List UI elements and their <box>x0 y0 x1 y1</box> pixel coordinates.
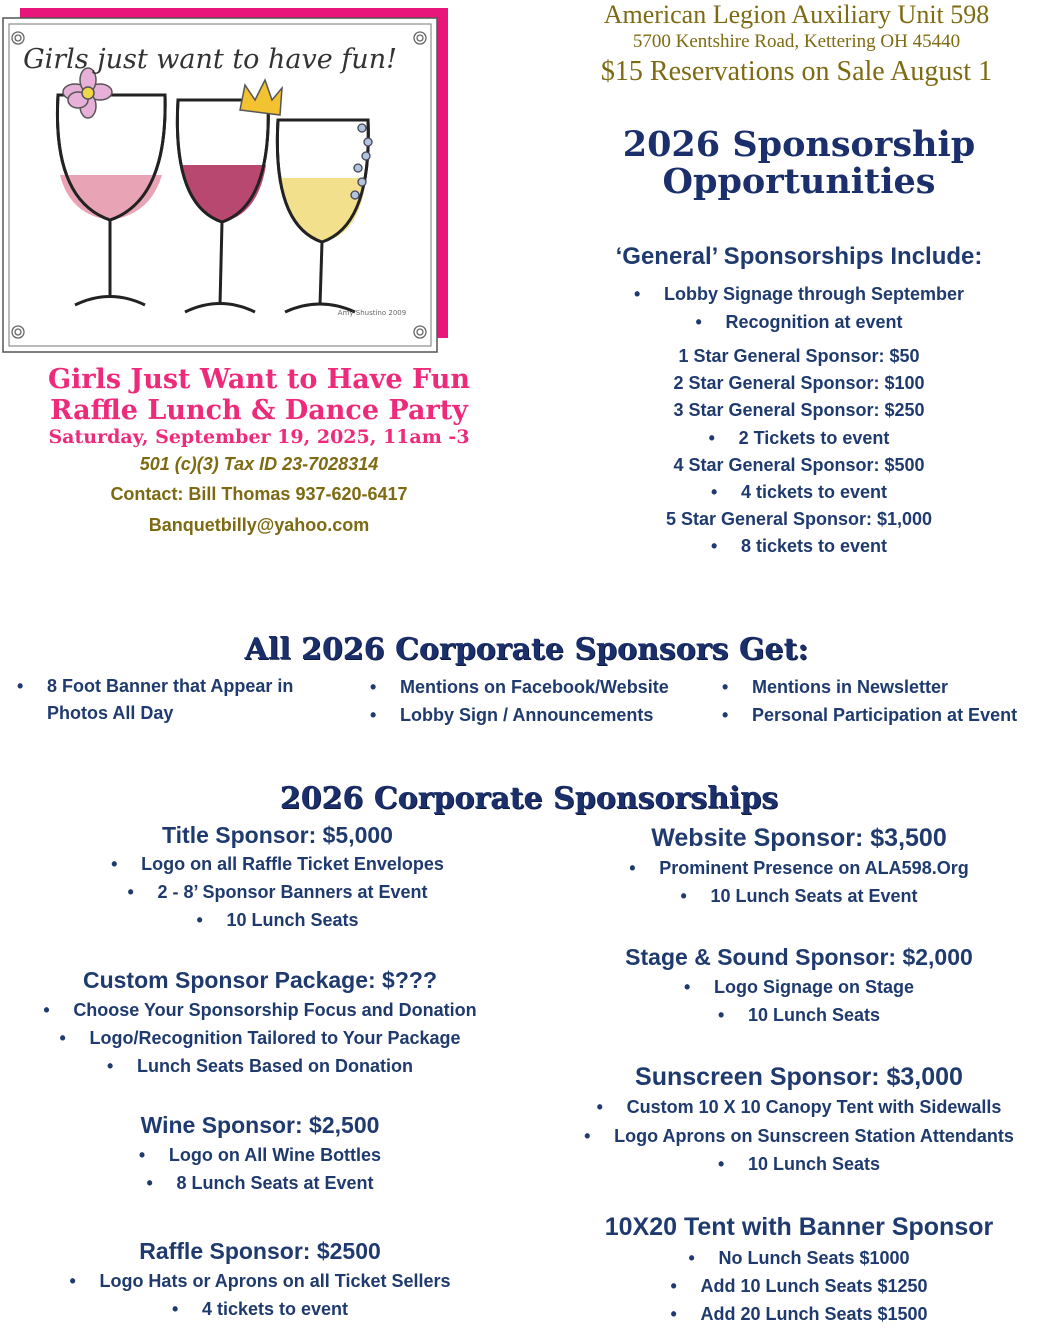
general-heading: ‘General’ Sponsorships Include: <box>615 243 983 270</box>
custom-sponsor-item: Lunch Seats Based on Donation <box>136 1056 414 1076</box>
sponsorship-title-line1: 2026 Sponsorship <box>622 124 976 165</box>
tent-sponsor-item: No Lunch Seats $1000 <box>718 1248 910 1268</box>
corporate-get-item: • Personal Participation at Event <box>752 701 1052 729</box>
event-title-line2: Raffle Lunch & Dance Party <box>50 395 468 426</box>
corporate-get-item: • 8 Foot Banner that Appear in Photos All Day <box>47 673 337 727</box>
org-name: American Legion Auxiliary Unit 598 <box>603 0 990 29</box>
title-sponsor-item: 2 - 8’ Sponsor Banners at Event <box>157 882 428 902</box>
title-sponsor-item: 10 Lunch Seats <box>226 910 359 930</box>
tier-3-perk: 2 Tickets to event <box>738 427 890 448</box>
corporate-get-item: • Mentions on Facebook/Website <box>400 673 710 701</box>
tier-5-label: 5 Star General Sponsor: $1,000 <box>665 509 933 530</box>
website-sponsor-item: Prominent Presence on ALA598.Org <box>659 858 969 878</box>
stage-sponsor-heading: Stage & Sound Sponsor: $2,000 <box>625 944 973 970</box>
sunscreen-sponsor-item: 10 Lunch Seats <box>747 1154 881 1174</box>
event-date: Saturday, September 19, 2025, 11am -3 <box>48 426 470 448</box>
corporate-get-title: All 2026 Corporate Sponsors Get: <box>244 632 809 667</box>
title-sponsor-item: Logo on all Raffle Ticket Envelopes <box>141 854 444 874</box>
tier-1-label: 1 Star General Sponsor: $50 <box>678 346 920 366</box>
wine-sponsor-heading: Wine Sponsor: $2,500 <box>140 1112 380 1138</box>
wine-sponsor-item: 8 Lunch Seats at Event <box>176 1173 374 1193</box>
tax-id: 501 (c)(3) Tax ID 23-7028314 <box>139 454 379 474</box>
tier-2-label: 2 Star General Sponsor: $100 <box>673 373 925 394</box>
tier-4-perk: 4 tickets to event <box>740 482 888 503</box>
general-item: Recognition at event <box>725 312 903 332</box>
sunscreen-sponsor-item: Logo Aprons on Sunscreen Station Attendants <box>614 1125 1014 1146</box>
card-illustration <box>0 0 452 358</box>
contact: Contact: Bill Thomas 937-620-6417 <box>110 484 408 504</box>
org-address: 5700 Kentshire Road, Kettering OH 45440 <box>632 31 961 52</box>
website-sponsor-heading: Website Sponsor: $3,500 <box>651 824 947 852</box>
reservations-note: $15 Reservations on Sale August 1 <box>600 56 993 87</box>
title-sponsor-heading: Title Sponsor: $5,000 <box>162 822 393 848</box>
sunscreen-sponsor-item: Custom 10 X 10 Canopy Tent with Sidewalls <box>626 1097 1002 1117</box>
tent-sponsor-item: Add 20 Lunch Seats $1500 <box>700 1304 928 1324</box>
tent-sponsor-item: Add 10 Lunch Seats $1250 <box>700 1276 928 1296</box>
custom-sponsor-item: Choose Your Sponsorship Focus and Donation <box>73 1000 477 1020</box>
stage-sponsor-item: 10 Lunch Seats <box>747 1005 881 1025</box>
raffle-sponsor-item: 4 tickets to event <box>201 1299 349 1319</box>
tent-sponsor-heading: 10X20 Tent with Banner Sponsor <box>604 1213 994 1241</box>
tier-5-perk: 8 tickets to event <box>740 536 888 557</box>
wine-sponsor-item: Logo on All Wine Bottles <box>168 1145 382 1165</box>
artist-signature: Amy Shustino 2009 <box>337 309 407 317</box>
custom-sponsor-heading: Custom Sponsor Package: $??? <box>82 967 437 993</box>
stage-sponsor-item: Logo Signage on Stage <box>713 977 914 997</box>
event-title-line1: Girls Just Want to Have Fun <box>48 364 470 395</box>
website-sponsor-item: 10 Lunch Seats at Event <box>710 886 918 906</box>
corporate-get-item: • Mentions in Newsletter <box>752 673 1052 701</box>
sunscreen-sponsor-heading: Sunscreen Sponsor: $3,000 <box>635 1063 963 1091</box>
corporate-title: 2026 Corporate Sponsorships <box>279 781 779 816</box>
contact-email[interactable]: Banquetbilly@yahoo.com <box>148 515 370 535</box>
sponsorship-title-line2: Opportunities <box>662 161 936 202</box>
card-script-text: Girls just want to have fun! <box>23 44 397 75</box>
tier-3-label: 3 Star General Sponsor: $250 <box>673 400 925 421</box>
corporate-get-item: • Lobby Sign / Announcements <box>400 701 710 729</box>
general-item: Lobby Signage through September <box>663 284 964 304</box>
custom-sponsor-item: Logo/Recognition Tailored to Your Package <box>89 1028 461 1048</box>
tier-4-label: 4 Star General Sponsor: $500 <box>673 454 925 475</box>
raffle-sponsor-item: Logo Hats or Aprons on all Ticket Sellers <box>99 1271 451 1291</box>
raffle-sponsor-heading: Raffle Sponsor: $2500 <box>139 1238 381 1264</box>
